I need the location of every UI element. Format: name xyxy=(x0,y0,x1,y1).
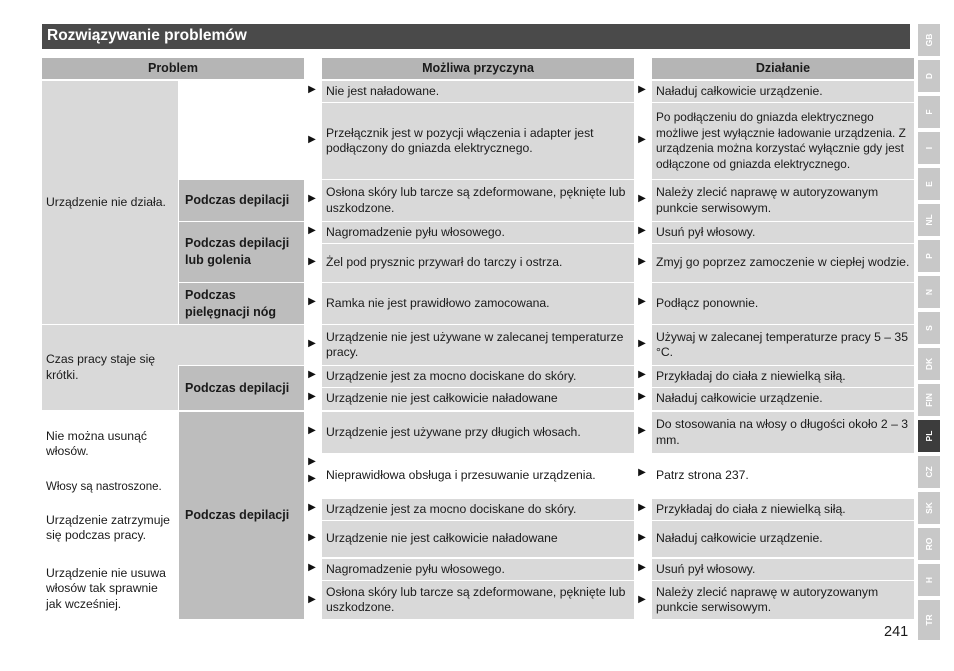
language-tab-pl[interactable]: PL xyxy=(918,420,940,452)
problem-cell: Nie można usunąć włosów. xyxy=(42,412,178,476)
page-number: 241 xyxy=(884,624,909,640)
language-tab-i[interactable]: I xyxy=(918,132,940,164)
action-cell: Usuń pył włosowy. xyxy=(652,222,914,243)
language-tab-fin[interactable]: FIN xyxy=(918,384,940,416)
language-tab-dk[interactable]: DK xyxy=(918,348,940,380)
arrow-icon: ▶ xyxy=(308,502,316,513)
action-cell: Używaj w zalecanej temperaturze pracy 5 – 35 °C. xyxy=(652,325,914,365)
arrow-icon: ▶ xyxy=(308,425,316,436)
cause-cell: Urządzenie nie jest całkowicie naładowane xyxy=(322,388,634,410)
problem-cell: Urządzenie nie usuwa włosów tak sprawnie jak wcześniej. xyxy=(42,559,178,619)
arrow-icon: ▶ xyxy=(638,369,646,380)
arrow-icon: ▶ xyxy=(308,296,316,307)
arrow-icon: ▶ xyxy=(638,502,646,513)
cause-cell: Nieprawidłowa obsługa i przesuwanie urządzenia. xyxy=(322,454,634,498)
action-cell: Naładuj całkowicie urządzenie. xyxy=(652,388,914,410)
language-tab-d[interactable]: D xyxy=(918,60,940,92)
arrow-icon: ▶ xyxy=(638,562,646,573)
cause-cell: Przełącznik jest w pozycji włączenia i adapter jest podłączony do gniazda elektrycznego. xyxy=(322,103,634,179)
cause-cell: Urządzenie jest używane przy długich włosach. xyxy=(322,412,634,453)
problem-cell: Czas pracy staje się krótki. xyxy=(42,325,178,410)
cause-cell: Ramka nie jest prawidłowo zamocowana. xyxy=(322,283,634,324)
arrow-icon: ▶ xyxy=(638,532,646,543)
header-action: Działanie xyxy=(652,58,914,79)
arrow-icon: ▶ xyxy=(308,134,316,145)
cause-cell: Osłona skóry lub tarcze są zdeformowane, pęknięte lub uszkodzone. xyxy=(322,581,634,619)
cause-cell: Urządzenie nie jest całkowicie naładowane xyxy=(322,521,634,557)
action-cell: Usuń pył włosowy. xyxy=(652,559,914,580)
arrow-icon: ▶ xyxy=(638,467,646,478)
arrow-icon: ▶ xyxy=(638,193,646,204)
action-cell: Należy zlecić naprawę w autoryzowanym punkcie serwisowym. xyxy=(652,180,914,221)
arrow-icon: ▶ xyxy=(308,532,316,543)
arrow-icon: ▶ xyxy=(308,84,316,95)
cause-cell: Nagromadzenie pyłu włosowego. xyxy=(322,559,634,580)
action-cell: Należy zlecić naprawę w autoryzowanym punkcie serwisowym. xyxy=(652,581,914,619)
language-tab-n[interactable]: N xyxy=(918,276,940,308)
arrow-icon: ▶ xyxy=(308,456,316,467)
action-cell: Przykładaj do ciała z niewielką siłą. xyxy=(652,366,914,387)
arrow-icon: ▶ xyxy=(638,425,646,436)
problem-cell: Urządzenie zatrzymuje się podczas pracy. xyxy=(42,499,178,557)
condition-cell: Podczas depilacji lub golenia xyxy=(179,222,304,282)
arrow-icon: ▶ xyxy=(638,256,646,267)
action-cell: Naładuj całkowicie urządzenie. xyxy=(652,521,914,557)
arrow-icon: ▶ xyxy=(308,338,316,349)
arrow-icon: ▶ xyxy=(638,84,646,95)
cause-cell: Urządzenie jest za mocno dociskane do skóry. xyxy=(322,499,634,520)
condition-cell: Podczas depilacji xyxy=(179,180,304,221)
language-tab-nl[interactable]: NL xyxy=(918,204,940,236)
action-cell: Patrz strona 237. xyxy=(652,454,914,498)
cause-cell: Nagromadzenie pyłu włosowego. xyxy=(322,222,634,243)
arrow-icon: ▶ xyxy=(308,256,316,267)
arrow-icon: ▶ xyxy=(308,594,316,605)
language-tab-s[interactable]: S xyxy=(918,312,940,344)
language-tab-h[interactable]: H xyxy=(918,564,940,596)
section-title: Rozwiązywanie problemów xyxy=(47,27,247,44)
arrow-icon: ▶ xyxy=(308,473,316,484)
language-tab-tr[interactable]: TR xyxy=(918,600,940,640)
arrow-icon: ▶ xyxy=(638,134,646,145)
cause-cell: Osłona skóry lub tarcze są zdeformowane, pęknięte lub uszkodzone. xyxy=(322,180,634,221)
language-tab-ro[interactable]: RO xyxy=(918,528,940,560)
language-tab-cz[interactable]: CZ xyxy=(918,456,940,488)
arrow-icon: ▶ xyxy=(638,391,646,402)
arrow-icon: ▶ xyxy=(308,193,316,204)
arrow-icon: ▶ xyxy=(308,562,316,573)
action-cell: Do stosowania na włosy o długości około 2 – 3 mm. xyxy=(652,412,914,453)
condition-cell: Podczas pielęgnacji nóg xyxy=(179,283,304,324)
header-cause: Możliwa przyczyna xyxy=(322,58,634,79)
arrow-icon: ▶ xyxy=(308,369,316,380)
language-tab-e[interactable]: E xyxy=(918,168,940,200)
arrow-icon: ▶ xyxy=(638,296,646,307)
cause-cell: Nie jest naładowane. xyxy=(322,81,634,102)
arrow-icon: ▶ xyxy=(638,594,646,605)
language-tab-gb[interactable]: GB xyxy=(918,24,940,56)
condition-cell: Podczas depilacji xyxy=(179,412,304,619)
problem-cell: Włosy są nastroszone. xyxy=(42,477,178,498)
arrow-icon: ▶ xyxy=(638,338,646,349)
action-cell: Po podłączeniu do gniazda elektrycznego możliwe jest wyłącznie ładowanie urządzenia. Z urządzenia można korzystać wyłącznie gdy jest odłączone od gniazda elektrycznego. xyxy=(652,103,914,179)
language-tab-f[interactable]: F xyxy=(918,96,940,128)
header-problem: Problem xyxy=(42,58,304,79)
condition-cell: Podczas depilacji xyxy=(179,366,304,410)
language-tab-p[interactable]: P xyxy=(918,240,940,272)
action-cell: Zmyj go poprzez zamoczenie w ciepłej wodzie. xyxy=(652,244,914,282)
action-cell: Przykładaj do ciała z niewielką siłą. xyxy=(652,499,914,520)
arrow-icon: ▶ xyxy=(308,225,316,236)
section-title-bar xyxy=(42,24,910,49)
cause-cell: Żel pod prysznic przywarł do tarczy i ostrza. xyxy=(322,244,634,282)
problem-cell: Urządzenie nie działa. xyxy=(42,81,178,324)
language-tab-sk[interactable]: SK xyxy=(918,492,940,524)
arrow-icon: ▶ xyxy=(308,391,316,402)
action-cell: Podłącz ponownie. xyxy=(652,283,914,324)
cause-cell: Urządzenie jest za mocno dociskane do skóry. xyxy=(322,366,634,387)
action-cell: Naładuj całkowicie urządzenie. xyxy=(652,81,914,102)
cause-cell: Urządzenie nie jest używane w zalecanej temperaturze pracy. xyxy=(322,325,634,365)
problem-spacer xyxy=(178,325,304,365)
arrow-icon: ▶ xyxy=(638,225,646,236)
